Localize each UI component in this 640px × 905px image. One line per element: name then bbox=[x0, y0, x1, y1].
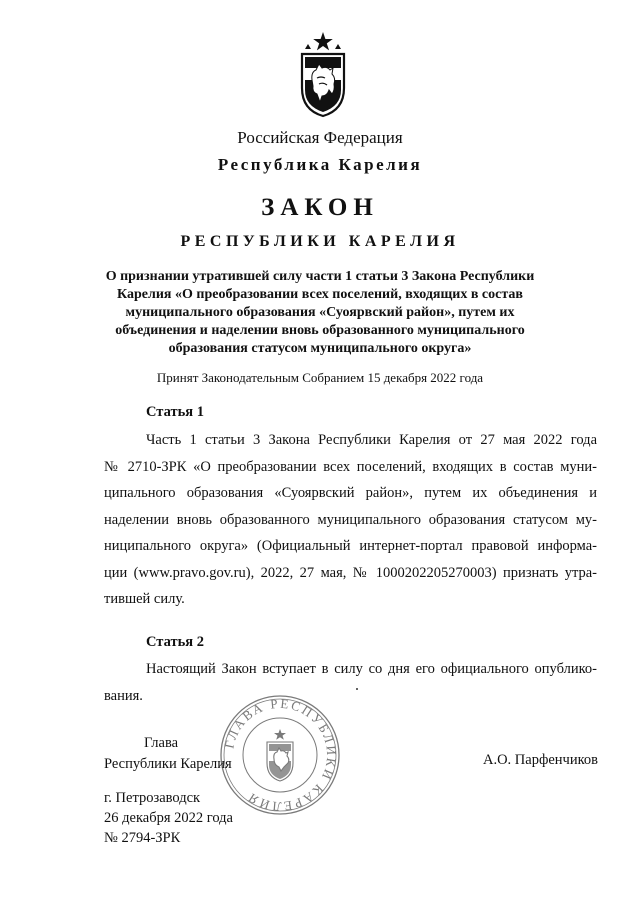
article-line: № 2710-ЗРК «О преобразовании всех поселений, входящих в состав муни- bbox=[104, 458, 597, 475]
article-1-text bbox=[104, 427, 597, 613]
article-line: ципального образования «Суоярвский район», путем их объединения и bbox=[104, 485, 597, 501]
law-name bbox=[100, 268, 540, 358]
footer-date: 26 декабря 2022 года bbox=[104, 810, 233, 826]
article-1-heading: Статья 1 bbox=[146, 404, 204, 420]
adopted-date: Принят Законодательным Собранием 15 декабря 2022 года bbox=[156, 370, 484, 385]
article-line: тившей силу. bbox=[104, 591, 185, 607]
coat-of-arms-emblem bbox=[299, 30, 347, 118]
signature-title-line: Республики Карелия bbox=[104, 756, 232, 772]
law-name-line: образования статусом муниципального округа» bbox=[168, 341, 472, 356]
header-republic: Республика Карелия bbox=[217, 155, 423, 174]
article-line: наделении вновь образованного муниципального образования статусом му- bbox=[104, 511, 597, 528]
stray-dot bbox=[356, 688, 358, 690]
article-2-text bbox=[104, 656, 597, 709]
official-seal-stamp bbox=[218, 693, 342, 817]
footer-city: г. Петрозаводск bbox=[104, 790, 201, 806]
law-name-line: муниципального образования «Суоярвский район», путем их bbox=[125, 305, 515, 320]
emblem-star bbox=[313, 32, 333, 50]
article-line: ниципального округа» (Официальный интернет-портал правовой информа- bbox=[104, 538, 597, 554]
signature-title-line: Глава bbox=[144, 735, 179, 751]
document-footer bbox=[104, 788, 233, 848]
article-2-heading: Статья 2 bbox=[146, 634, 204, 650]
article-line: Настоящий Закон вступает в силу со дня его официального опублико- bbox=[146, 661, 597, 677]
footer-number: № 2794-ЗРК bbox=[104, 830, 181, 846]
law-name-line: О признании утратившей силу части 1 статьи 3 Закона Республики bbox=[105, 269, 535, 284]
law-name-line: объединения и наделении вновь образованного муниципального bbox=[115, 323, 525, 338]
signer-name: А.О. Парфенчиков bbox=[482, 752, 598, 768]
law-title: ЗАКОН bbox=[261, 194, 379, 221]
article-line: Часть 1 статьи 3 Закона Республики Карелия от 27 мая 2022 года bbox=[146, 432, 597, 448]
header-country: Российская Федерация bbox=[237, 128, 403, 147]
article-line: ции (www.pravo.gov.ru), 2022, 27 мая, № 1000202205270003) признать утра- bbox=[104, 564, 597, 581]
seal-text: ГЛАВА РЕСПУБЛИКИ КАРЕЛИЯ bbox=[221, 695, 340, 815]
article-line: вания. bbox=[104, 687, 143, 704]
law-name-line: Карелия «О преобразовании всех поселений, входящих в состав bbox=[117, 287, 523, 302]
law-subtitle: РЕСПУБЛИКИ КАРЕЛИЯ bbox=[180, 233, 460, 250]
signature-title bbox=[104, 733, 232, 775]
